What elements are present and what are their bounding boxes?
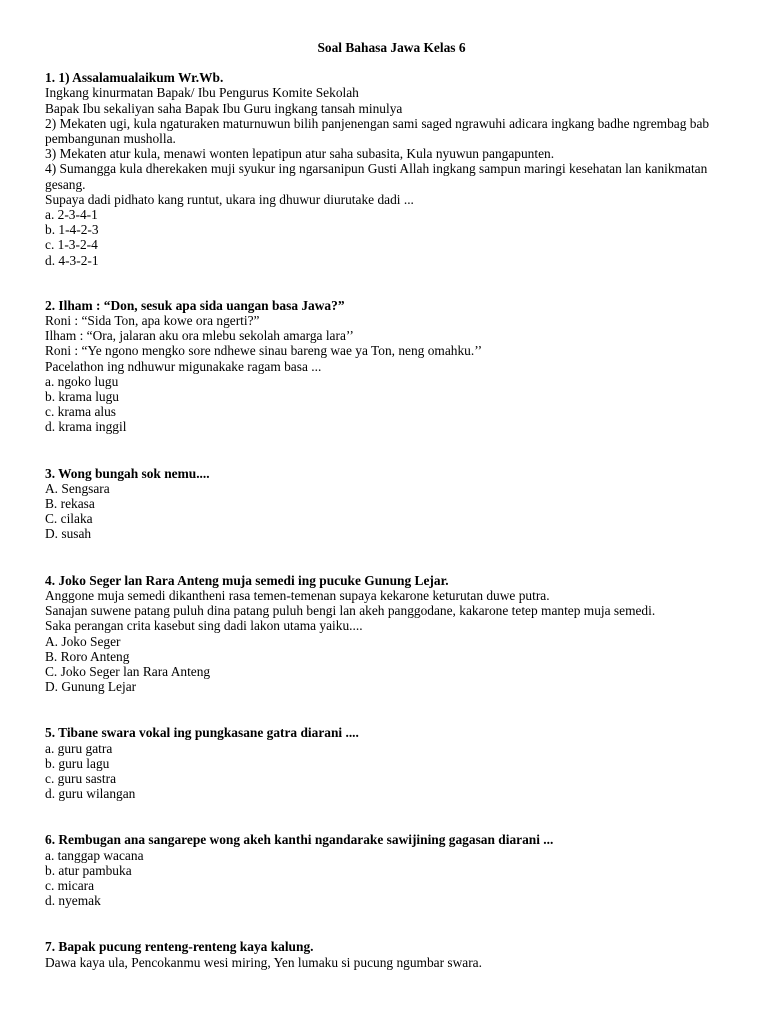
- answer-option: b. 1-4-2-3: [45, 222, 99, 238]
- question-text-line: Saka perangan crita kasebut sing dadi lakon utama yaiku....: [45, 618, 363, 634]
- question-6: [45, 832, 728, 908]
- question-heading: 2. Ilham : “Don, sesuk apa sida uangan basa Jawa?”: [45, 297, 345, 313]
- question-text-line: 3) Mekaten atur kula, menawi wonten lepatipun atur saha subasita, Kula nyuwun pangapunten.: [45, 146, 555, 162]
- answer-option: d. nyemak: [45, 893, 101, 909]
- question-text-line: Supaya dadi pidhato kang runtut, ukara ing dhuwur diurutake dadi ...: [45, 191, 414, 207]
- question-text-line: Roni : “Ye ngono mengko sore ndhewe sinau bareng wae ya Ton, neng omahku.’’: [45, 343, 483, 359]
- answer-option: a. 2-3-4-1: [45, 207, 98, 223]
- answer-option: A. Joko Seger: [45, 633, 121, 649]
- answer-option: a. tanggap wacana: [45, 847, 144, 863]
- answer-option: c. micara: [45, 877, 95, 893]
- question-text-line: Bapak Ibu sekaliyan saha Bapak Ibu Guru ingkang tansah minulya: [45, 100, 403, 116]
- document-title: Soal Bahasa Jawa Kelas 6: [317, 40, 466, 55]
- answer-option: d. krama inggil: [45, 419, 127, 435]
- answer-option: D. susah: [45, 526, 92, 542]
- question-heading: 4. Joko Seger lan Rara Anteng muja semedi ing pucuke Gunung Lejar.: [45, 572, 449, 588]
- question-text-line: 2) Mekaten ugi, kula ngaturaken maturnuwun bilih panjenengan sami saged ngrawuhi adicara ingkang badhe ngrembag bab pembangunan musholla.: [45, 115, 713, 147]
- question-heading: 6. Rembugan ana sangarepe wong akeh kanthi ngandarake sawijining gagasan diarani ...: [45, 832, 554, 848]
- answer-option: D. Gunung Lejar: [45, 679, 137, 695]
- question-3: [45, 466, 728, 542]
- answer-option: B. rekasa: [45, 496, 95, 512]
- question-text-line: Pacelathon ing ndhuwur migunakake ragam basa ...: [45, 358, 322, 374]
- answer-option: b. krama lugu: [45, 389, 120, 405]
- question-1: [45, 70, 728, 268]
- answer-option: C. Joko Seger lan Rara Anteng: [45, 663, 211, 679]
- answer-option: B. Roro Anteng: [45, 648, 130, 664]
- answer-option: b. guru lagu: [45, 755, 110, 771]
- question-text-line: 4) Sumangga kula dherekaken muji syukur ing ngarsanipun Gusti Allah ingkang sampun maringi kesehatan lan kanikmatan gesang.: [45, 161, 711, 192]
- question-text-line: Dawa kaya ula, Pencokanmu wesi miring, Yen lumaku si pucung ngumbar swara.: [45, 954, 482, 970]
- question-5: [45, 725, 728, 801]
- answer-option: a. guru gatra: [45, 740, 113, 756]
- answer-option: C. cilaka: [45, 511, 93, 527]
- question-2: [45, 298, 728, 435]
- question-heading: 1. 1) Assalamualaikum Wr.Wb.: [45, 70, 224, 86]
- answer-option: d. guru wilangan: [45, 786, 136, 802]
- answer-option: c. krama alus: [45, 404, 117, 420]
- question-text-line: Sanajan suwene patang puluh dina patang puluh bengi lan akeh panggodane, kakarone tetep mantep muja semedi.: [45, 603, 656, 619]
- question-heading: 7. Bapak pucung renteng-renteng kaya kalung.: [45, 939, 314, 955]
- question-list: [45, 70, 728, 970]
- question-text-line: Roni : “Sida Ton, apa kowe ora ngerti?”: [45, 313, 260, 329]
- question-heading: 3. Wong bungah sok nemu....: [45, 465, 210, 481]
- question-4: [45, 573, 728, 695]
- question-7: [45, 939, 728, 969]
- answer-option: b. atur pambuka: [45, 862, 132, 878]
- question-heading: 5. Tibane swara vokal ing pungkasane gatra diarani ....: [45, 725, 359, 741]
- question-text-line: Ingkang kinurmatan Bapak/ Ibu Pengurus Komite Sekolah: [45, 85, 359, 101]
- answer-option: a. ngoko lugu: [45, 373, 119, 389]
- answer-option: c. guru sastra: [45, 770, 117, 786]
- answer-option: c. 1-3-2-4: [45, 237, 98, 253]
- question-text-line: Anggone muja semedi dikantheni rasa temen-temenan supaya kekarone keturutan duwe putra.: [45, 587, 550, 603]
- answer-option: d. 4-3-2-1: [45, 252, 99, 268]
- question-text-line: Ilham : “Ora, jalaran aku ora mlebu sekolah amarga lara’’: [45, 328, 354, 344]
- answer-option: A. Sengsara: [45, 480, 110, 496]
